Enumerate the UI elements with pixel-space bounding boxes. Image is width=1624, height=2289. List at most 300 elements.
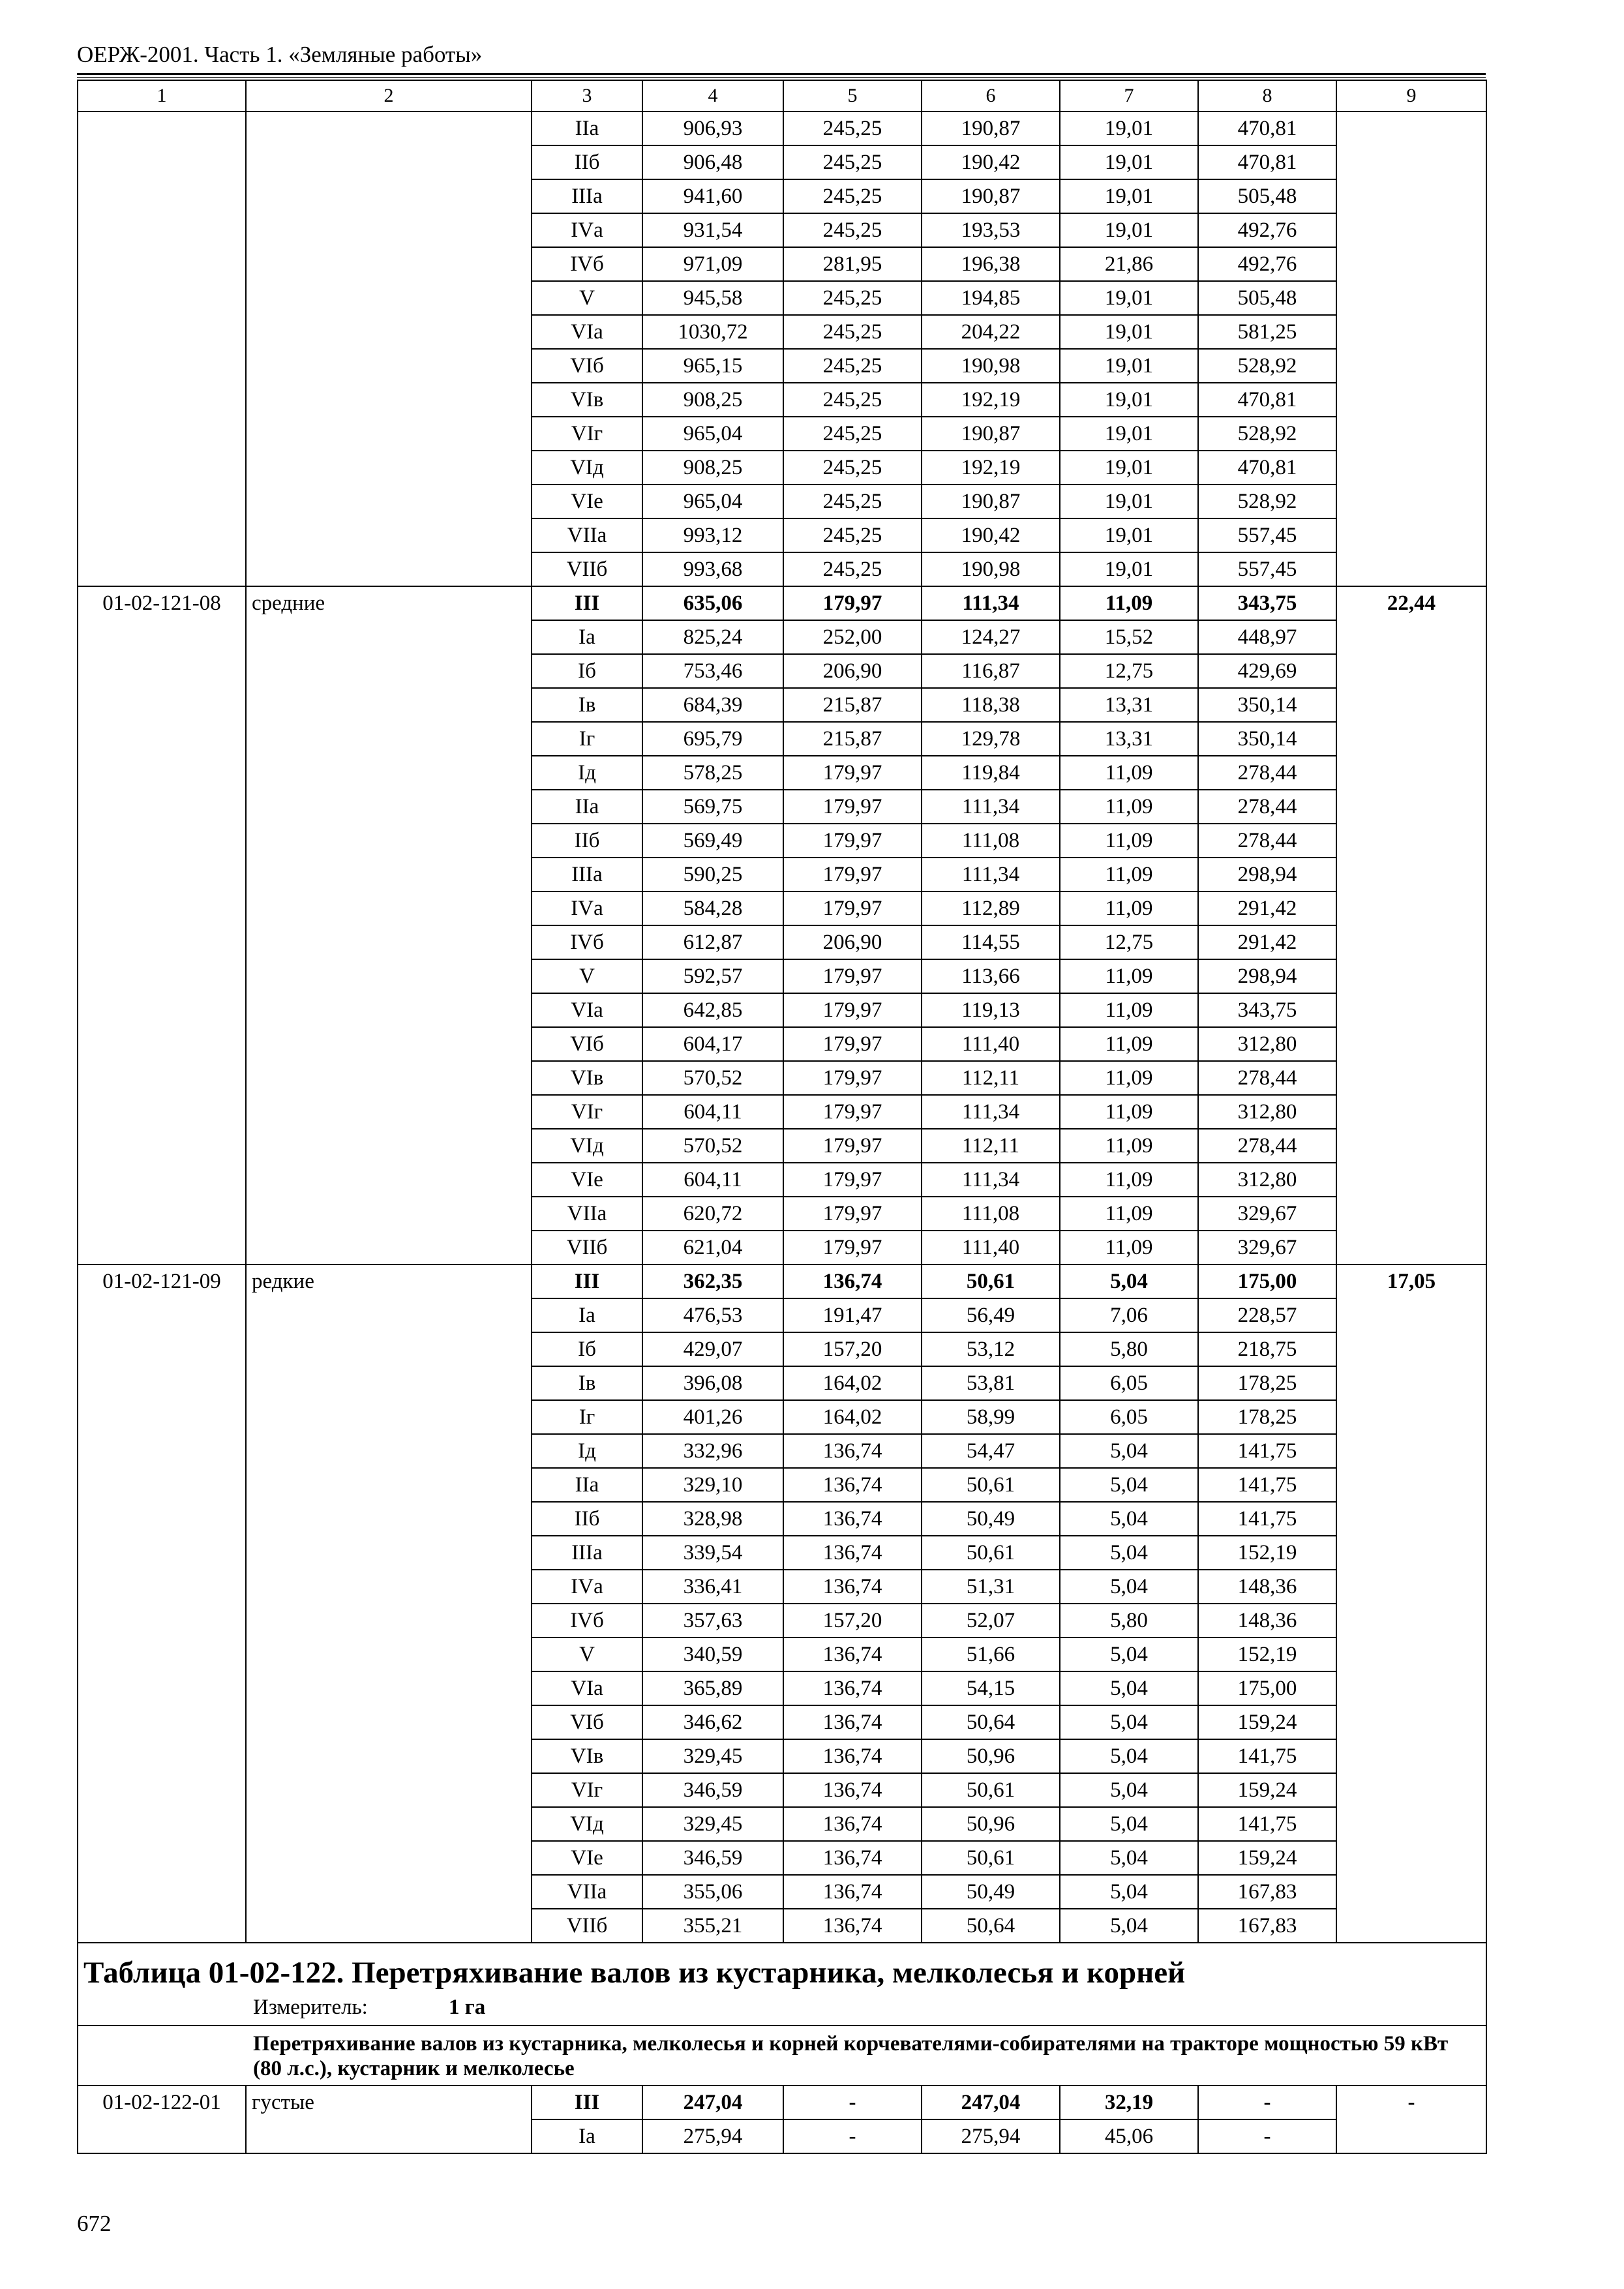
value-cell: 179,97 (783, 1129, 922, 1163)
running-header: ОЕРЖ-2001. Часть 1. «Земляные работы» (77, 42, 483, 67)
value-cell: 11,09 (1060, 1163, 1198, 1197)
soil-group-cell: Iв (532, 688, 642, 722)
value-cell: 11,09 (1060, 858, 1198, 891)
soil-group-cell: VIд (532, 1129, 642, 1163)
value-cell: 5,04 (1060, 1807, 1198, 1841)
value-cell: 111,08 (922, 1197, 1060, 1231)
value-cell: 252,00 (783, 620, 922, 654)
value-cell: 190,87 (922, 179, 1060, 213)
value-cell: 339,54 (642, 1536, 783, 1570)
soil-group-cell: VIд (532, 1807, 642, 1841)
value-cell: 53,12 (922, 1332, 1060, 1366)
value-cell: 908,25 (642, 383, 783, 417)
value-cell: 141,75 (1198, 1468, 1336, 1502)
value-cell: 19,01 (1060, 552, 1198, 586)
value-cell: 5,04 (1060, 1264, 1198, 1298)
value-cell: 54,15 (922, 1671, 1060, 1705)
soil-group-cell: VIе (532, 1163, 642, 1197)
value-cell: 581,25 (1198, 315, 1336, 349)
soil-group-cell: Iв (532, 1366, 642, 1400)
value-cell: 971,09 (642, 247, 783, 281)
value-cell: 19,01 (1060, 417, 1198, 451)
value-cell: 58,99 (922, 1400, 1060, 1434)
value-cell: 569,75 (642, 790, 783, 824)
value-cell: 448,97 (1198, 620, 1336, 654)
value-cell: 19,01 (1060, 112, 1198, 145)
value-cell: 1030,72 (642, 315, 783, 349)
measure-line (78, 1993, 1486, 2025)
value-cell: 114,55 (922, 925, 1060, 959)
value-cell: 557,45 (1198, 518, 1336, 552)
value-cell: 592,57 (642, 959, 783, 993)
table-title-row (78, 1943, 1486, 2026)
soil-group-cell: VIIб (532, 552, 642, 586)
value-cell: 906,48 (642, 145, 783, 179)
value-cell: 825,24 (642, 620, 783, 654)
column-number: 4 (642, 80, 783, 112)
value-cell: 196,38 (922, 247, 1060, 281)
value-cell: 329,45 (642, 1739, 783, 1773)
value-cell: 5,04 (1060, 1638, 1198, 1671)
soil-group-cell: IVб (532, 925, 642, 959)
value-cell: 362,35 (642, 1264, 783, 1298)
value-cell: 11,09 (1060, 790, 1198, 824)
value-cell: 167,83 (1198, 1909, 1336, 1943)
value-cell: 245,25 (783, 383, 922, 417)
value-cell: 50,61 (922, 1773, 1060, 1807)
value-cell: 906,93 (642, 112, 783, 145)
value-cell: 116,87 (922, 654, 1060, 688)
value-cell: 215,87 (783, 722, 922, 756)
column-number: 3 (532, 80, 642, 112)
value-cell: 278,44 (1198, 756, 1336, 790)
soil-group-cell: V (532, 1638, 642, 1671)
soil-group-cell: IVб (532, 1604, 642, 1638)
table-title-cell (78, 1943, 1486, 2026)
value-cell: 192,19 (922, 451, 1060, 485)
value-cell: 167,83 (1198, 1875, 1336, 1909)
value-cell: 245,25 (783, 315, 922, 349)
value-cell: 136,74 (783, 1264, 922, 1298)
value-cell: 111,34 (922, 1095, 1060, 1129)
value-cell: 312,80 (1198, 1027, 1336, 1061)
value-cell: 136,74 (783, 1739, 922, 1773)
soil-group-cell: IVа (532, 891, 642, 925)
value-cell: 343,75 (1198, 586, 1336, 620)
value-cell: - (783, 2086, 922, 2119)
value-cell: 190,87 (922, 485, 1060, 518)
value-cell: 13,31 (1060, 722, 1198, 756)
value-cell: 136,74 (783, 1705, 922, 1739)
description-cell: средние (246, 586, 532, 1264)
col9-cell: 22,44 (1336, 586, 1486, 1264)
page-number: 672 (77, 2211, 112, 2236)
value-cell: 50,96 (922, 1807, 1060, 1841)
soil-group-cell: IVа (532, 1570, 642, 1604)
value-cell: 298,94 (1198, 858, 1336, 891)
value-cell: 228,57 (1198, 1298, 1336, 1332)
value-cell: 5,04 (1060, 1909, 1198, 1943)
value-cell: 159,24 (1198, 1841, 1336, 1875)
value-cell: 111,40 (922, 1231, 1060, 1264)
value-cell: 11,09 (1060, 756, 1198, 790)
value-cell: 635,06 (642, 586, 783, 620)
value-cell: 15,52 (1060, 620, 1198, 654)
value-cell: 164,02 (783, 1400, 922, 1434)
value-cell: 50,61 (922, 1264, 1060, 1298)
value-cell: 136,74 (783, 1841, 922, 1875)
soil-group-cell: III (532, 2086, 642, 2119)
column-number: 2 (246, 80, 532, 112)
value-cell: 56,49 (922, 1298, 1060, 1332)
value-cell: 329,10 (642, 1468, 783, 1502)
value-cell: 492,76 (1198, 213, 1336, 247)
value-cell: 179,97 (783, 824, 922, 858)
value-cell: 247,04 (642, 2086, 783, 2119)
value-cell: 346,59 (642, 1773, 783, 1807)
value-cell: 11,09 (1060, 1027, 1198, 1061)
soil-group-cell: IIб (532, 824, 642, 858)
value-cell: 19,01 (1060, 485, 1198, 518)
code-cell: 01-02-121-09 (78, 1264, 246, 1943)
value-cell: 192,19 (922, 383, 1060, 417)
value-cell: 578,25 (642, 756, 783, 790)
value-cell: 291,42 (1198, 925, 1336, 959)
value-cell: 179,97 (783, 1027, 922, 1061)
value-cell: 179,97 (783, 891, 922, 925)
value-cell: 194,85 (922, 281, 1060, 315)
value-cell: 753,46 (642, 654, 783, 688)
value-cell: 190,87 (922, 112, 1060, 145)
value-cell: - (783, 2119, 922, 2153)
value-cell: 179,97 (783, 1197, 922, 1231)
value-cell: 7,06 (1060, 1298, 1198, 1332)
table-row (78, 2086, 1486, 2119)
value-cell: 111,34 (922, 1163, 1060, 1197)
value-cell: 19,01 (1060, 145, 1198, 179)
value-cell: 54,47 (922, 1434, 1060, 1468)
value-cell: 215,87 (783, 688, 922, 722)
value-cell: 5,04 (1060, 1502, 1198, 1536)
value-cell: 245,25 (783, 518, 922, 552)
value-cell: 32,19 (1060, 2086, 1198, 2119)
column-number: 8 (1198, 80, 1336, 112)
soil-group-cell: VIе (532, 1841, 642, 1875)
value-cell: 45,06 (1060, 2119, 1198, 2153)
value-cell: 5,04 (1060, 1773, 1198, 1807)
value-cell: 505,48 (1198, 281, 1336, 315)
value-cell: 204,22 (922, 315, 1060, 349)
value-cell: 291,42 (1198, 891, 1336, 925)
value-cell: 178,25 (1198, 1366, 1336, 1400)
value-cell: 175,00 (1198, 1264, 1336, 1298)
value-cell: 365,89 (642, 1671, 783, 1705)
value-cell: 329,67 (1198, 1231, 1336, 1264)
column-number: 9 (1336, 80, 1486, 112)
value-cell: 965,15 (642, 349, 783, 383)
value-cell: 148,36 (1198, 1570, 1336, 1604)
value-cell: 50,49 (922, 1875, 1060, 1909)
value-cell: 19,01 (1060, 518, 1198, 552)
value-cell: 19,01 (1060, 383, 1198, 417)
soil-group-cell: Iб (532, 1332, 642, 1366)
soil-group-cell: IIIа (532, 179, 642, 213)
value-cell: 492,76 (1198, 247, 1336, 281)
value-cell: 336,41 (642, 1570, 783, 1604)
value-cell: 505,48 (1198, 179, 1336, 213)
value-cell: 111,34 (922, 790, 1060, 824)
value-cell: 470,81 (1198, 383, 1336, 417)
value-cell: 21,86 (1060, 247, 1198, 281)
value-cell: 190,42 (922, 518, 1060, 552)
value-cell: 119,13 (922, 993, 1060, 1027)
value-cell: 604,17 (642, 1027, 783, 1061)
value-cell: 945,58 (642, 281, 783, 315)
value-cell: 152,19 (1198, 1638, 1336, 1671)
value-cell: 111,40 (922, 1027, 1060, 1061)
column-number: 7 (1060, 80, 1198, 112)
value-cell: 206,90 (783, 925, 922, 959)
value-cell: 50,61 (922, 1841, 1060, 1875)
value-cell: 278,44 (1198, 1129, 1336, 1163)
value-cell: 11,09 (1060, 993, 1198, 1027)
value-cell: 281,95 (783, 247, 922, 281)
value-cell: 124,27 (922, 620, 1060, 654)
value-cell: 357,63 (642, 1604, 783, 1638)
value-cell: 190,98 (922, 552, 1060, 586)
value-cell: 11,09 (1060, 1129, 1198, 1163)
value-cell: 5,04 (1060, 1536, 1198, 1570)
col9-cell (1336, 112, 1486, 586)
value-cell: 136,74 (783, 1671, 922, 1705)
value-cell: 19,01 (1060, 281, 1198, 315)
value-cell: 396,08 (642, 1366, 783, 1400)
value-cell: 621,04 (642, 1231, 783, 1264)
value-cell: 118,38 (922, 688, 1060, 722)
soil-group-cell: VIе (532, 485, 642, 518)
work-description-row (78, 2026, 1486, 2086)
value-cell: 179,97 (783, 1163, 922, 1197)
value-cell: 11,09 (1060, 1231, 1198, 1264)
soil-group-cell: VIа (532, 1671, 642, 1705)
value-cell: 179,97 (783, 858, 922, 891)
value-cell: 113,66 (922, 959, 1060, 993)
value-cell: 312,80 (1198, 1163, 1336, 1197)
value-cell: 993,68 (642, 552, 783, 586)
value-cell: 245,25 (783, 417, 922, 451)
value-cell: 179,97 (783, 993, 922, 1027)
value-cell: 470,81 (1198, 145, 1336, 179)
value-cell: 5,04 (1060, 1570, 1198, 1604)
value-cell: 11,09 (1060, 1095, 1198, 1129)
soil-group-cell: IIIа (532, 1536, 642, 1570)
value-cell: 245,25 (783, 145, 922, 179)
value-cell: 152,19 (1198, 1536, 1336, 1570)
value-cell: 245,25 (783, 179, 922, 213)
measure-label: Измеритель: (253, 1996, 368, 2019)
value-cell: 53,81 (922, 1366, 1060, 1400)
value-cell: 50,49 (922, 1502, 1060, 1536)
value-cell: 346,62 (642, 1705, 783, 1739)
value-cell: - (1198, 2086, 1336, 2119)
value-cell: 136,74 (783, 1875, 922, 1909)
value-cell: 355,06 (642, 1875, 783, 1909)
soil-group-cell: Iа (532, 620, 642, 654)
value-cell: 570,52 (642, 1061, 783, 1095)
value-cell: 141,75 (1198, 1434, 1336, 1468)
soil-group-cell: Iа (532, 2119, 642, 2153)
table-row (78, 112, 1486, 145)
value-cell: 136,74 (783, 1434, 922, 1468)
code-cell (78, 112, 246, 586)
value-cell: 620,72 (642, 1197, 783, 1231)
value-cell: 51,66 (922, 1638, 1060, 1671)
value-cell: 642,85 (642, 993, 783, 1027)
soil-group-cell: Iд (532, 756, 642, 790)
value-cell: 136,74 (783, 1773, 922, 1807)
value-cell: 5,04 (1060, 1875, 1198, 1909)
value-cell: 584,28 (642, 891, 783, 925)
value-cell: 470,81 (1198, 451, 1336, 485)
value-cell: 275,94 (922, 2119, 1060, 2153)
measure-value: 1 га (449, 1996, 486, 2019)
value-cell: 5,80 (1060, 1604, 1198, 1638)
soil-group-cell: VIд (532, 451, 642, 485)
value-cell: 5,04 (1060, 1434, 1198, 1468)
soil-group-cell: VIг (532, 1095, 642, 1129)
value-cell: 569,49 (642, 824, 783, 858)
soil-group-cell: V (532, 281, 642, 315)
column-number: 6 (922, 80, 1060, 112)
value-cell: 965,04 (642, 417, 783, 451)
value-cell: 178,25 (1198, 1400, 1336, 1434)
value-cell: 141,75 (1198, 1807, 1336, 1841)
value-cell: 179,97 (783, 756, 922, 790)
value-cell: 570,52 (642, 1129, 783, 1163)
value-cell: 247,04 (922, 2086, 1060, 2119)
value-cell: 245,25 (783, 552, 922, 586)
soil-group-cell: IIа (532, 790, 642, 824)
value-cell: 179,97 (783, 790, 922, 824)
soil-group-cell: VIг (532, 417, 642, 451)
soil-group-cell: IIIа (532, 858, 642, 891)
soil-group-cell: VIб (532, 1027, 642, 1061)
column-number: 5 (783, 80, 922, 112)
value-cell: 350,14 (1198, 688, 1336, 722)
value-cell: 965,04 (642, 485, 783, 518)
value-cell: 136,74 (783, 1909, 922, 1943)
value-cell: 528,92 (1198, 349, 1336, 383)
work-description: Перетряхивание валов из кустарника, мелколесья и корней корчевателями-собирателями на тракторе мощностью 59 кВт (80 л.с.), кустарник и мелколесье (78, 2026, 1486, 2086)
value-cell: 346,59 (642, 1841, 783, 1875)
soil-group-cell: IIа (532, 1468, 642, 1502)
code-cell: 01-02-121-08 (78, 586, 246, 1264)
value-cell: 13,31 (1060, 688, 1198, 722)
value-cell: 191,47 (783, 1298, 922, 1332)
value-cell: 119,84 (922, 756, 1060, 790)
value-cell: 136,74 (783, 1807, 922, 1841)
soil-group-cell: VIа (532, 993, 642, 1027)
value-cell: 136,74 (783, 1570, 922, 1604)
value-cell: 245,25 (783, 213, 922, 247)
value-cell: 5,04 (1060, 1671, 1198, 1705)
value-cell: 19,01 (1060, 179, 1198, 213)
value-cell: 329,45 (642, 1807, 783, 1841)
value-cell: 5,04 (1060, 1705, 1198, 1739)
value-cell: 206,90 (783, 654, 922, 688)
value-cell: 19,01 (1060, 213, 1198, 247)
value-cell: 11,09 (1060, 824, 1198, 858)
value-cell: 11,09 (1060, 891, 1198, 925)
value-cell: 5,04 (1060, 1739, 1198, 1773)
value-cell: 50,96 (922, 1739, 1060, 1773)
value-cell: 312,80 (1198, 1095, 1336, 1129)
value-cell: 112,11 (922, 1129, 1060, 1163)
value-cell: 50,64 (922, 1909, 1060, 1943)
soil-group-cell: III (532, 586, 642, 620)
value-cell: 19,01 (1060, 315, 1198, 349)
value-cell: 429,07 (642, 1332, 783, 1366)
value-cell: 159,24 (1198, 1705, 1336, 1739)
value-cell: 941,60 (642, 179, 783, 213)
value-cell: 112,11 (922, 1061, 1060, 1095)
description-cell: редкие (246, 1264, 532, 1943)
value-cell: 148,36 (1198, 1604, 1336, 1638)
value-cell: 111,34 (922, 586, 1060, 620)
value-cell: 111,08 (922, 824, 1060, 858)
soil-group-cell: Iг (532, 722, 642, 756)
value-cell: 476,53 (642, 1298, 783, 1332)
soil-group-cell: Iд (532, 1434, 642, 1468)
value-cell: 179,97 (783, 1231, 922, 1264)
value-cell: 12,75 (1060, 925, 1198, 959)
value-cell: 12,75 (1060, 654, 1198, 688)
value-cell: 129,78 (922, 722, 1060, 756)
rates-table (77, 80, 1487, 2154)
value-cell: 141,75 (1198, 1502, 1336, 1536)
value-cell: 245,25 (783, 485, 922, 518)
soil-group-cell: III (532, 1264, 642, 1298)
value-cell: 350,14 (1198, 722, 1336, 756)
soil-group-cell: VIIб (532, 1909, 642, 1943)
value-cell: 245,25 (783, 349, 922, 383)
value-cell: 136,74 (783, 1638, 922, 1671)
value-cell: 11,09 (1060, 1061, 1198, 1095)
value-cell: 590,25 (642, 858, 783, 891)
value-cell: 50,64 (922, 1705, 1060, 1739)
column-number: 1 (78, 80, 246, 112)
value-cell: 50,61 (922, 1536, 1060, 1570)
value-cell: 179,97 (783, 586, 922, 620)
value-cell: 275,94 (642, 2119, 783, 2153)
value-cell: 355,21 (642, 1909, 783, 1943)
value-cell: 19,01 (1060, 451, 1198, 485)
soil-group-cell: VIг (532, 1773, 642, 1807)
code-cell: 01-02-122-01 (78, 2086, 246, 2153)
value-cell: 179,97 (783, 1095, 922, 1129)
col9-cell: 17,05 (1336, 1264, 1486, 1943)
value-cell: 528,92 (1198, 417, 1336, 451)
value-cell: 557,45 (1198, 552, 1336, 586)
soil-group-cell: Iг (532, 1400, 642, 1434)
value-cell: 50,61 (922, 1468, 1060, 1502)
soil-group-cell: VIIб (532, 1231, 642, 1264)
value-cell: 159,24 (1198, 1773, 1336, 1807)
value-cell: 164,02 (783, 1366, 922, 1400)
value-cell: 11,09 (1060, 586, 1198, 620)
value-cell: 343,75 (1198, 993, 1336, 1027)
value-cell: 470,81 (1198, 112, 1336, 145)
